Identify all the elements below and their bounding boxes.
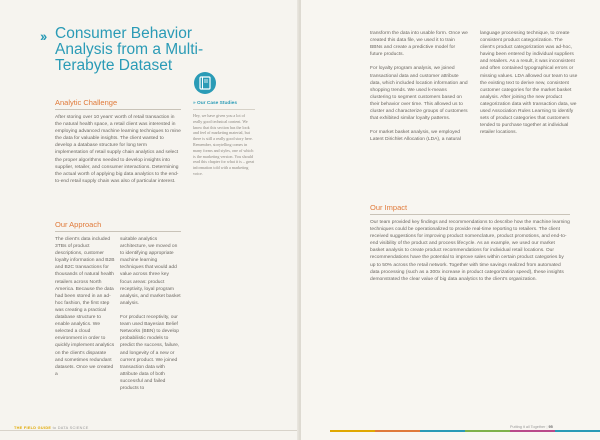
color-band-segment <box>555 430 600 432</box>
color-band-segment <box>330 430 375 432</box>
footer-section: Putting it all Together <box>510 425 546 429</box>
footer-left <box>14 426 89 430</box>
divider <box>55 231 181 232</box>
color-band-segment <box>420 430 465 432</box>
approach-column-2: suitable analytics architecture, we moved on to identifying appropriate machine learning techniques that would add value across three key focus areas: product receptivity, loyal program analysis, and market basket analysis. For product receptivity, our team used Bayesian Belief Networks (BBN) to develop probabilistic models to predict the success, failure, and longevity of a new or current product. We joined transaction data with attribute data of both successful and failed products to <box>120 237 181 391</box>
challenge-paragraph: After storing over 10 years' worth of retail transaction in the natural health space, a retail client was interested in employing advanced machine learning techniques to mine the data for valuable insights. The client wanted to develop a database structure for long term implementation of retail supply chain analytics and select the proper algorithms needed to develop insights into supplier, retailer, and consumer interactions. Determining the actual worth of applying big data analytics to the end-to-end retail supply chain was also of particular interest. <box>55 115 181 184</box>
footer-right: Putting it all Together | 95 <box>510 425 553 429</box>
page-number: 95 <box>548 425 553 429</box>
sidebar-text: Hey, we have given you a lot of really good technical content. We know that this section has the look and feel of marketing material, but there is still a really good story here. Remember, storytelling comes in many forms and styles, one of which is the marketing version. You should read this chapter for what it is – great information told with a marketing voice. <box>193 113 255 176</box>
title-block <box>40 25 235 74</box>
divider <box>193 109 255 110</box>
color-band-segment <box>375 430 420 432</box>
footer-title: DATA SCIENCE <box>57 426 89 430</box>
divider <box>370 214 570 215</box>
divider <box>55 109 181 110</box>
section-heading-approach: Our Approach <box>55 220 102 229</box>
page-title: Consumer Behavior Analysis from a Multi-Terabyte Dataset <box>55 25 204 74</box>
section-heading-impact: Our Impact <box>370 203 408 212</box>
sidebar-heading: » Our Case Studies <box>193 101 237 106</box>
color-band-segment <box>510 430 555 432</box>
approach-column-1: The client's data included 3TBs of product descriptions, customer loyalty information and B2B and B2C transactions for thousands of natural health retailers across North America. Because the data had been stored in an ad-hoc fashion, the first step was creating a practical database structure to enable analytics. We selected a cloud environment in order to quickly implement analytics on the client's disparate and sometimes redundant datasets. Once we created a <box>55 237 115 377</box>
section-heading-challenge: Analytic Challenge <box>55 98 118 107</box>
book-icon <box>194 72 216 94</box>
footer-color-band <box>330 430 600 432</box>
color-band-segment <box>465 430 510 432</box>
right-column-1: transform the data into usable form. Once we created this data file, we used it to train BBNs and create a predictive model for future products. For loyalty program analysis, we joined transactional data and customer attribute data, which included location information and shopping trends. We used k-means clustering to segment customers based on their behavior over time. This allowed us to cluster and characterize groups of customers that exhibited similar loyalty patterns. For market basket analysis, we employed Latent Dirichlet Allocation (LDA), a natural <box>370 31 468 143</box>
impact-paragraph: Our team provided key findings and recommendations to describe how the machine learning techniques could be operationalized to provide real-time reporting to retailers. The client received suggestions for improving product nomenclature, product promotions, and end-to-end visibility of the product and process lifecycle. As an example, we used our market basket analysis to create product recommendations for individual retail locations. Our recommendations have the potential to improve sales within certain product categories by up to 50% across the retail network. Together with time savings realized from automated data processing (such as a 300x increase in product categorization speed), these insights demonstrated the clear value of big data analytics to the client's organization. <box>370 220 570 282</box>
footer-brand: THE FIELD GUIDE <box>14 426 52 430</box>
right-column-2: language processing technique, to create consistent product categorization. The client's product categorization was ad-hoc, having been entered by individual suppliers and retailers. As a result, it was inconsistent and often contained typographical errors or missing values. LDA allowed our team to use the existing text to derive new, consistent customer categories for the market basket analysis. After joining the new product categorization data with transaction data, we used Association Rules Learning to identify sets of product categories that customers tended to purchase together at individual retailer locations. <box>480 31 578 136</box>
chevron-right-icon: ›› <box>40 28 46 44</box>
footer-rule <box>0 430 298 431</box>
footer-separator: to <box>52 426 57 430</box>
